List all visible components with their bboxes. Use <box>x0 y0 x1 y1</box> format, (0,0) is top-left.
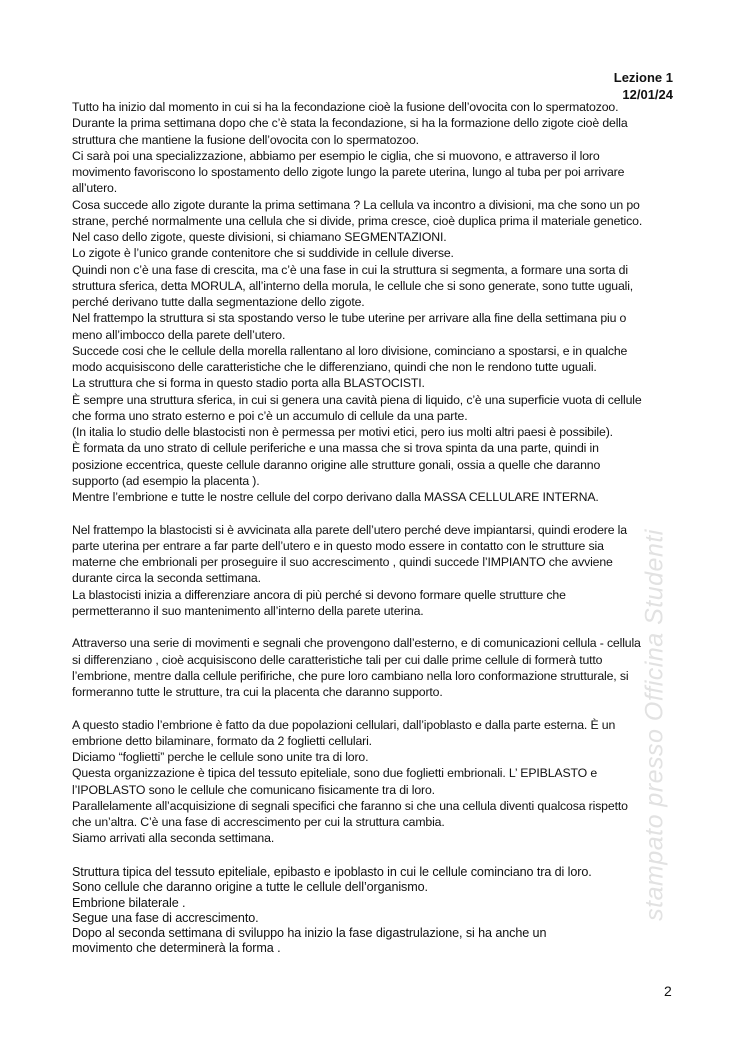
text-line: supporto (ad esempio la placenta ). <box>72 473 260 488</box>
text-line: (In italia lo studio delle blastocisti non è permessa per motivi etici, pero ius molti altri paesi è possibile). <box>72 425 613 439</box>
page-number: 2 <box>664 983 672 999</box>
text-line: Attraverso una serie di movimenti e segnali che provengono dall’esterno, e di comunicazioni cellula - cellula <box>72 636 641 651</box>
text-line: parte uterina per entrare a far parte dell’utero e in questo modo essere in contatto con le strutture sia <box>72 538 604 553</box>
text-line: È formata da uno strato di cellule periferiche e una massa che si trova spinta da una parte, quindi in <box>72 441 599 456</box>
text-line: Nel caso dello zigote, queste divisioni, si chiamano SEGMENTAZIONI. <box>72 230 447 244</box>
text-line: l’IPOBLASTO sono le cellule che comunicano fisicamente tra di loro. <box>72 782 435 797</box>
text-line: Diciamo “foglietti” perche le cellule sono unite tra di loro. <box>72 750 369 764</box>
lesson-date: 12/01/24 <box>622 87 673 102</box>
summary-line: movimento che determinerà la forma . <box>72 941 281 956</box>
text-line: embrione detto bilaminare, formato da 2 foglietti cellulari. <box>72 733 372 748</box>
summary-line: Struttura tipica del tessuto epiteliale, epibasto e ipoblasto in cui le cellule cominciano tra di loro. <box>72 865 592 879</box>
text-line: La blastocisti inizia a differenziare ancora di più perché si devono formare quelle strutture che <box>72 587 566 602</box>
text-line: struttura che mantiene la fusione dell’ovocita con lo spermatozoo. <box>72 132 419 147</box>
text-line: Nel frattempo la struttura si sta spostando verso le tube uterine per arrivare alla fine della settimana piu o <box>72 311 627 326</box>
blank-line <box>72 700 642 716</box>
text-line: che forma uno strato esterno e poi c’è un accumulo di cellule da una parte. <box>72 408 468 423</box>
summary-notes <box>72 865 592 957</box>
text-line: Siamo arrivati alla seconda settimana. <box>72 831 275 846</box>
text-line: Mentre l’embrione e tutte le nostre cellule del corpo derivano dalla MASSA CELLULARE INTERNA. <box>72 490 599 504</box>
text-line: strane, perché normalmente una cellula che si divide, prima cresce, cioè duplica prima il materiale genetico. <box>72 213 643 228</box>
text-line: Questa organizzazione è tipica del tessuto epiteliale, sono due foglietti embrionali. L’ EPIBLASTO e <box>72 766 598 781</box>
summary-line: Dopo al seconda settimana di sviluppo ha inizio la fase digastrulazione, si ha anche un <box>72 926 547 941</box>
text-line: meno all’imbocco della parete dell’utero. <box>72 327 286 342</box>
text-line: modo acquisiscono delle caratteristiche che le differenziano, quindi che non le rendono tutte uguali. <box>72 360 597 374</box>
lesson-title: Lezione 1 <box>613 70 673 85</box>
text-line: Nel frattempo la blastocisti si è avvicinata alla parete dell’utero perché deve impiantarsi, quindi erodere la <box>72 522 627 537</box>
summary-line: Segue una fase di accrescimento. <box>72 910 259 925</box>
text-line: materne che embrionali per proseguire il suo accrescimento , quindi succede l’IMPIANTO che avviene <box>72 555 613 569</box>
text-line: Lo zigote è l’unico grande contenitore che si suddivide in cellule diverse. <box>72 246 454 261</box>
blank-line <box>72 505 642 521</box>
text-line: all’utero. <box>72 181 117 196</box>
text-line: posizione eccentrica, queste cellule daranno origine alle strutture gonali, ossia a quelle che daranno <box>72 457 601 472</box>
text-line: Parallelamente all’acquisizione di segnali specifici che faranno si che una cellula diventi qualcosa rispetto <box>72 798 628 813</box>
text-line: Quindi non c’è una fase di crescita, ma c’è una fase in cui la struttura si segmenta, a formare una sorta di <box>72 262 628 277</box>
text-line: l’embrione, mentre dalla cellule perifiriche, che pure loro cambiano nella loro conformazione strutturale, si <box>72 668 629 683</box>
text-line: struttura sferica, detta MORULA, all’interno della morula, le cellule che si sono generate, sono tutte uguali, <box>72 278 634 293</box>
text-line: si differenziano , cioè acquisiscono delle caratteristiche tali per cui dalle prime cellule di formerà tutto <box>72 652 603 667</box>
watermark: stampato presso Officina Studenti <box>640 529 669 921</box>
text-line: Tutto ha inizio dal momento in cui si ha la fecondazione cioè la fusione dell’ovocita con lo spermatozoo. <box>72 100 619 114</box>
text-line: È sempre una struttura sferica, in cui si genera una cavità piena di liquido, c’è una superficie vuota di cellule <box>72 392 642 407</box>
text-line: movimento favoriscono lo spostamento dello zigote lungo la parete uterina, lungo al tuba per poi arrivare <box>72 165 625 179</box>
text-line: perché derivano tutte dalla segmentazione dello zigote. <box>72 295 365 309</box>
notes-body <box>72 99 642 847</box>
text-line: permetteranno il suo mantenimento all’interno della parete uterina. <box>72 603 424 618</box>
text-line: Ci sarà poi una specializzazione, abbiamo per esempio le ciglia, che si muovono, e attraverso il loro <box>72 148 600 163</box>
summary-line: Embrione bilaterale . <box>72 895 186 910</box>
summary-line: Sono cellule che daranno origine a tutte le cellule dell’organismo. <box>72 880 428 895</box>
text-line: La struttura che si forma in questo stadio porta alla BLASTOCISTI. <box>72 376 425 391</box>
text-line: durante circa la seconda settimana. <box>72 571 261 586</box>
text-line: Cosa succede allo zigote durante la prima settimana ? La cellula va incontro a divisioni, ma che sono un po <box>72 197 640 212</box>
text-line: A questo stadio l’embrione è fatto da due popolazioni cellulari, dall’ipoblasto e dalla parte esterna. È un <box>72 717 616 732</box>
blank-line <box>72 619 642 635</box>
text-line: formeranno tutte le strutture, tra cui la placenta che daranno supporto. <box>72 685 443 699</box>
text-line: Succede cosi che le cellule della morella rallentano al loro divisione, cominciano a spostarsi, e in qualche <box>72 343 628 358</box>
text-line: Durante la prima settimana dopo che c’è stata la fecondazione, si ha la formazione dello zigote cioè della <box>72 116 628 131</box>
text-line: che un’altra. C’è una fase di accrescimento per cui la struttura cambia. <box>72 815 445 829</box>
